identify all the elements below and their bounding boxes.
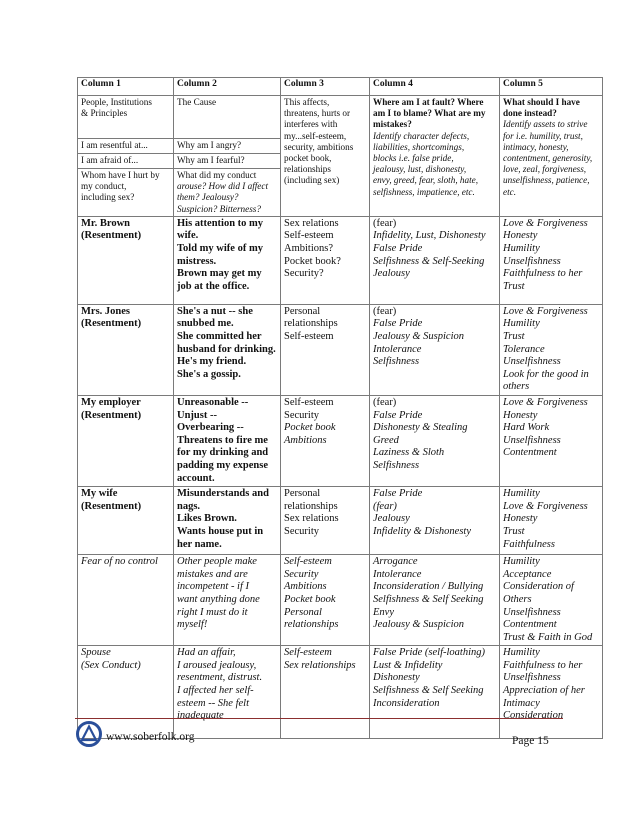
cell-line: Identify character defects,: [373, 130, 470, 141]
cell-line: relationships: [284, 318, 338, 330]
cell-line: Brown may get my: [177, 268, 262, 280]
cell-line: security, ambitions: [284, 141, 354, 152]
cell-line: (Resentment): [81, 500, 142, 512]
cell-line: for my drinking and: [177, 447, 269, 459]
cell-line: Ambitions?: [284, 243, 333, 254]
cell-line: Humility: [503, 243, 540, 254]
column-5-header: Column 5: [500, 78, 603, 96]
cell-line: Unselfishness: [503, 356, 561, 368]
cell-line: Unjust --: [177, 409, 217, 421]
cell-line: love, zeal, forgiveness,: [503, 164, 587, 175]
table-cell-c3: [281, 555, 370, 646]
afraid-label: I am afraid of...: [78, 154, 174, 169]
table-row: [78, 304, 603, 395]
cell-line: (fear): [373, 396, 397, 408]
column-4-header: Column 4: [370, 78, 500, 96]
cell-line: Likes Brown.: [177, 513, 237, 525]
cell-line: Trust: [503, 331, 525, 342]
cell-line: Love & Forgiveness: [503, 305, 588, 317]
cell-line: I affected her self-: [177, 685, 254, 697]
cell-line: (fear): [373, 500, 397, 512]
table-cell-c5: [500, 487, 603, 555]
column-3-header: Column 3: [281, 78, 370, 96]
cell-line: Other people make: [177, 556, 257, 568]
column-1-header: Column 1: [78, 78, 174, 96]
cell-line: (fear): [373, 305, 397, 317]
cell-line: Honesty: [503, 513, 538, 525]
cell-line: Arrogance: [373, 556, 418, 568]
cell-line: others: [503, 381, 530, 393]
cell-line: Self-esteem: [284, 556, 332, 568]
cell-line: What should I have: [503, 97, 580, 107]
cell-line: (Sex Conduct): [81, 659, 141, 671]
table-cell-c3: [281, 216, 370, 304]
cell-line: Security?: [284, 268, 324, 280]
cell-line: Tolerance: [503, 343, 545, 355]
cell-line: etc.: [503, 186, 517, 197]
cell-line: unselfishness, patience,: [503, 175, 590, 186]
inventory-entries: [78, 216, 603, 738]
cell-line: Pocket book: [284, 593, 336, 605]
cell-line: pocket book,: [284, 153, 332, 164]
cell-line: Intolerance: [373, 343, 422, 355]
intro-cell: [281, 96, 370, 217]
cell-line: False Pride: [373, 318, 423, 330]
cell-line: Love & Forgiveness: [503, 396, 588, 408]
cell-line: Personal: [284, 305, 321, 317]
table-cell-c4: [370, 395, 500, 486]
cell-line: Trust: [503, 525, 525, 537]
cell-line: mistakes?: [373, 119, 412, 130]
cell-line: False Pride: [373, 243, 423, 254]
cell-line: padding my expense: [177, 459, 269, 471]
table-cell-c4: [370, 487, 500, 555]
cell-line: Contentment: [503, 447, 557, 459]
cell-line: Humility: [503, 647, 540, 659]
cell-line: Where am I at fault? Where: [373, 97, 484, 107]
cell-line: Personal: [284, 606, 322, 618]
cell-line: esteem -- She felt: [177, 697, 250, 709]
cell-line: envy, greed, fear, sloth, hate,: [373, 175, 479, 186]
cell-line: relationships: [284, 500, 338, 512]
cell-line: Unselfishness: [503, 434, 561, 446]
cell-line: His attention to my: [177, 217, 264, 229]
table-row: [78, 395, 603, 486]
cell-line: Had an affair,: [177, 647, 236, 659]
table-cell-c4: [370, 216, 500, 304]
cell-line: People, Institutions: [81, 97, 152, 107]
cell-line: Spouse: [81, 647, 111, 659]
cell-line: Trust & Faith in God: [503, 631, 593, 643]
cell-line: Personal: [284, 488, 321, 500]
cell-line: She's a nut -- she: [177, 305, 253, 317]
intro-cell: [370, 96, 500, 217]
cell-line: liabilities, shortcomings,: [373, 141, 465, 152]
cell-line: done instead?: [503, 108, 557, 119]
table-row: [78, 487, 603, 555]
cell-line: Faithfulness: [503, 538, 555, 550]
cell-line: Contentment: [503, 619, 557, 631]
table-cell-c1: [78, 304, 174, 395]
cell-line: Unselfishness: [503, 606, 561, 618]
cell-line: (including sex): [284, 175, 340, 186]
cell-line: Mrs. Jones: [81, 305, 130, 317]
cell-line: My wife: [81, 488, 118, 500]
cell-line: Inconsideration: [373, 697, 440, 709]
table-cell-c5: [500, 216, 603, 304]
cell-line: Pocket book?: [284, 255, 341, 267]
cell-line: Self-esteem: [284, 647, 332, 659]
cell-line: job at the office.: [177, 280, 250, 292]
table-cell-c3: [281, 646, 370, 739]
cell-line: Greed: [373, 434, 399, 446]
table-cell-c2: [174, 487, 281, 555]
cell-line: Humility: [503, 318, 540, 330]
table-cell-c5: [500, 555, 603, 646]
cell-line: (Resentment): [81, 409, 142, 421]
table-cell-c1: [78, 395, 174, 486]
cell-line: husband for drinking.: [177, 343, 276, 355]
cell-line: Dishonesty & Stealing: [373, 422, 468, 434]
cell-line: & Principles: [81, 108, 128, 119]
cell-line: (Resentment): [81, 318, 142, 330]
header-row: [78, 78, 603, 96]
cell-line: Self-esteem: [284, 331, 334, 342]
table-cell-c4: [370, 646, 500, 739]
cell-line: Wants house put in: [177, 525, 264, 537]
cell-line: threatens, hurts or: [284, 108, 351, 119]
table-cell-c5: [500, 304, 603, 395]
cell-line: Trust: [503, 280, 525, 292]
cell-line: Hard Work: [503, 422, 550, 434]
cell-line: Laziness & Sloth: [373, 447, 445, 459]
cell-line: relationships: [284, 619, 339, 631]
cell-line: What did my conduct: [177, 170, 257, 180]
table-cell-c2: [174, 395, 281, 486]
footer-left: [76, 721, 194, 747]
table-cell-c2: [174, 555, 281, 646]
cell-line: The Cause: [177, 97, 217, 107]
angry-label: Why am I angry?: [174, 139, 281, 154]
cell-line: Told my wife of my: [177, 243, 263, 254]
cell-line: Inconsideration / Bullying: [373, 581, 484, 593]
intro-cell: [174, 96, 281, 139]
cell-line: Humility: [503, 556, 540, 568]
cell-line: (Resentment): [81, 230, 142, 242]
intro-cell: [500, 96, 603, 217]
intro-cell: [78, 96, 174, 139]
cell-line: arouse? How did I affect: [177, 181, 269, 192]
cell-line: Faithfulness to her: [503, 268, 583, 280]
cell-line: Infidelity, Lust, Dishonesty: [373, 230, 486, 242]
footer-site: www.soberfolk.org: [106, 731, 195, 743]
cell-line: Ambitions: [284, 581, 327, 593]
cell-line: Look for the good in: [503, 368, 589, 380]
aa-triangle-logo-icon: [76, 721, 102, 747]
cell-line: Fear of no control: [81, 556, 158, 568]
cell-line: Overbearing --: [177, 422, 244, 434]
cell-line: Selfishness & Self-Seeking: [373, 255, 485, 267]
table-cell-c1: [78, 216, 174, 304]
cell-line: am I to blame? What are my: [373, 108, 486, 119]
cell-line: them? Jealousy?: [177, 192, 239, 203]
cell-line: resentment, distrust.: [177, 672, 263, 684]
cell-line: Humility: [503, 488, 540, 500]
cell-line: Security: [284, 525, 319, 537]
cell-line: selfishness, impatience, etc.: [373, 186, 475, 197]
cell-line: Intolerance: [373, 568, 422, 580]
cell-line: my...self-esteem,: [284, 130, 347, 141]
cell-line: False Pride: [373, 488, 423, 500]
column-2-header: Column 2: [174, 78, 281, 96]
cell-line: intimacy, honesty,: [503, 141, 569, 152]
cell-line: for i.e. humility, trust,: [503, 130, 583, 141]
cell-line: Jealousy: [373, 268, 410, 280]
table-cell-c5: [500, 646, 603, 739]
cell-line: Self-esteem: [284, 396, 334, 408]
cell-line: Infidelity & Dishonesty: [373, 525, 471, 537]
cell-line: Sex relationships: [284, 659, 356, 671]
cell-line: Dishonesty: [373, 672, 420, 684]
table-cell-c1: [78, 487, 174, 555]
cell-line: Jealousy & Suspicion: [373, 331, 464, 342]
cell-line: snubbed me.: [177, 318, 234, 330]
cell-line: Intimacy: [503, 697, 540, 709]
table-cell-c3: [281, 304, 370, 395]
cell-line: Ambitions: [284, 434, 327, 446]
cell-line: Envy: [373, 606, 394, 618]
inventory-table: [77, 77, 603, 739]
cell-line: Security: [284, 409, 319, 421]
cell-line: her name.: [177, 538, 222, 550]
table-cell-c4: [370, 555, 500, 646]
table-cell-c4: [370, 304, 500, 395]
cell-line: interferes with: [284, 119, 338, 130]
table-cell-c5: [500, 395, 603, 486]
cell-line: Faithfulness to her: [503, 659, 583, 671]
cell-line: (fear): [373, 217, 397, 229]
cell-line: My employer: [81, 396, 141, 408]
cell-line: This affects,: [284, 97, 330, 107]
cell-line: He's my friend.: [177, 356, 247, 368]
cell-line: wife.: [177, 230, 199, 242]
cell-line: Honesty: [503, 409, 538, 421]
harm-cell: [78, 169, 174, 217]
cell-line: Selfishness: [373, 356, 420, 368]
cell-line: mistress.: [177, 255, 217, 267]
footer-divider: [75, 718, 563, 719]
cell-line: Unselfishness: [503, 255, 561, 267]
cell-line: jealousy, lust, dishonesty,: [373, 164, 467, 175]
cell-line: Whom have I hurt by: [81, 170, 160, 180]
cell-line: incompetent - if I: [177, 581, 250, 593]
cell-line: Suspicion? Bitterness?: [177, 203, 261, 214]
cell-line: Identify assets to strive: [503, 119, 588, 130]
cell-line: Selfishness & Self Seeking: [373, 685, 484, 697]
cell-line: Selfishness: [373, 459, 420, 471]
harm-cell: [174, 169, 281, 217]
cell-line: want anything done: [177, 593, 260, 605]
cell-line: Consideration: [503, 710, 564, 722]
cell-line: Misunderstands and: [177, 488, 269, 500]
cell-line: She committed her: [177, 331, 262, 342]
cell-line: Security: [284, 568, 319, 580]
page-number: Page 15: [512, 735, 549, 747]
cell-line: Acceptance: [503, 568, 552, 580]
cell-line: Mr. Brown: [81, 217, 131, 229]
cell-line: Unreasonable --: [177, 396, 249, 408]
table-cell-c3: [281, 487, 370, 555]
cell-line: blocks i.e. false pride,: [373, 153, 454, 164]
cell-line: Love & Forgiveness: [503, 217, 588, 229]
cell-line: Jealousy & Suspicion: [373, 619, 464, 631]
cell-line: including sex?: [81, 192, 135, 203]
table-row: [78, 216, 603, 304]
cell-line: Lust & Infidelity: [373, 659, 443, 671]
cell-line: Honesty: [503, 230, 538, 242]
fearful-label: Why am I fearful?: [174, 154, 281, 169]
cell-line: relationships: [284, 164, 331, 175]
resentful-label: I am resentful at...: [78, 139, 174, 154]
cell-line: contentment, generosity,: [503, 153, 593, 164]
cell-line: Sex relations: [284, 217, 339, 229]
cell-line: Pocket book: [284, 422, 336, 434]
table-cell-c3: [281, 395, 370, 486]
cell-line: Appreciation of her: [503, 685, 585, 697]
cell-line: False Pride: [373, 409, 423, 421]
cell-line: nags.: [177, 500, 201, 512]
cell-line: right I must do it: [177, 606, 248, 618]
table-row: [78, 555, 603, 646]
cell-line: Sex relations: [284, 513, 339, 525]
table-cell-c2: [174, 304, 281, 395]
cell-line: She's a gossip.: [177, 368, 241, 380]
table-cell-c1: [78, 555, 174, 646]
cell-line: Consideration of: [503, 581, 574, 593]
table-cell-c2: [174, 216, 281, 304]
cell-line: Self-esteem: [284, 230, 334, 242]
cell-line: Love & Forgiveness: [503, 500, 588, 512]
cell-line: Selfishness & Self Seeking: [373, 593, 484, 605]
cell-line: myself!: [177, 619, 208, 631]
intro-row: [78, 96, 603, 139]
cell-line: account.: [177, 472, 215, 484]
cell-line: Threatens to fire me: [177, 434, 268, 446]
cell-line: I aroused jealousy,: [177, 659, 257, 671]
cell-line: Jealousy: [373, 513, 410, 525]
cell-line: inadequate: [177, 710, 224, 722]
cell-line: Others: [503, 593, 532, 605]
cell-line: mistakes and are: [177, 568, 248, 580]
cell-line: Unselfishness: [503, 672, 561, 684]
cell-line: False Pride (self-loathing): [373, 647, 485, 659]
cell-line: my conduct,: [81, 181, 127, 192]
